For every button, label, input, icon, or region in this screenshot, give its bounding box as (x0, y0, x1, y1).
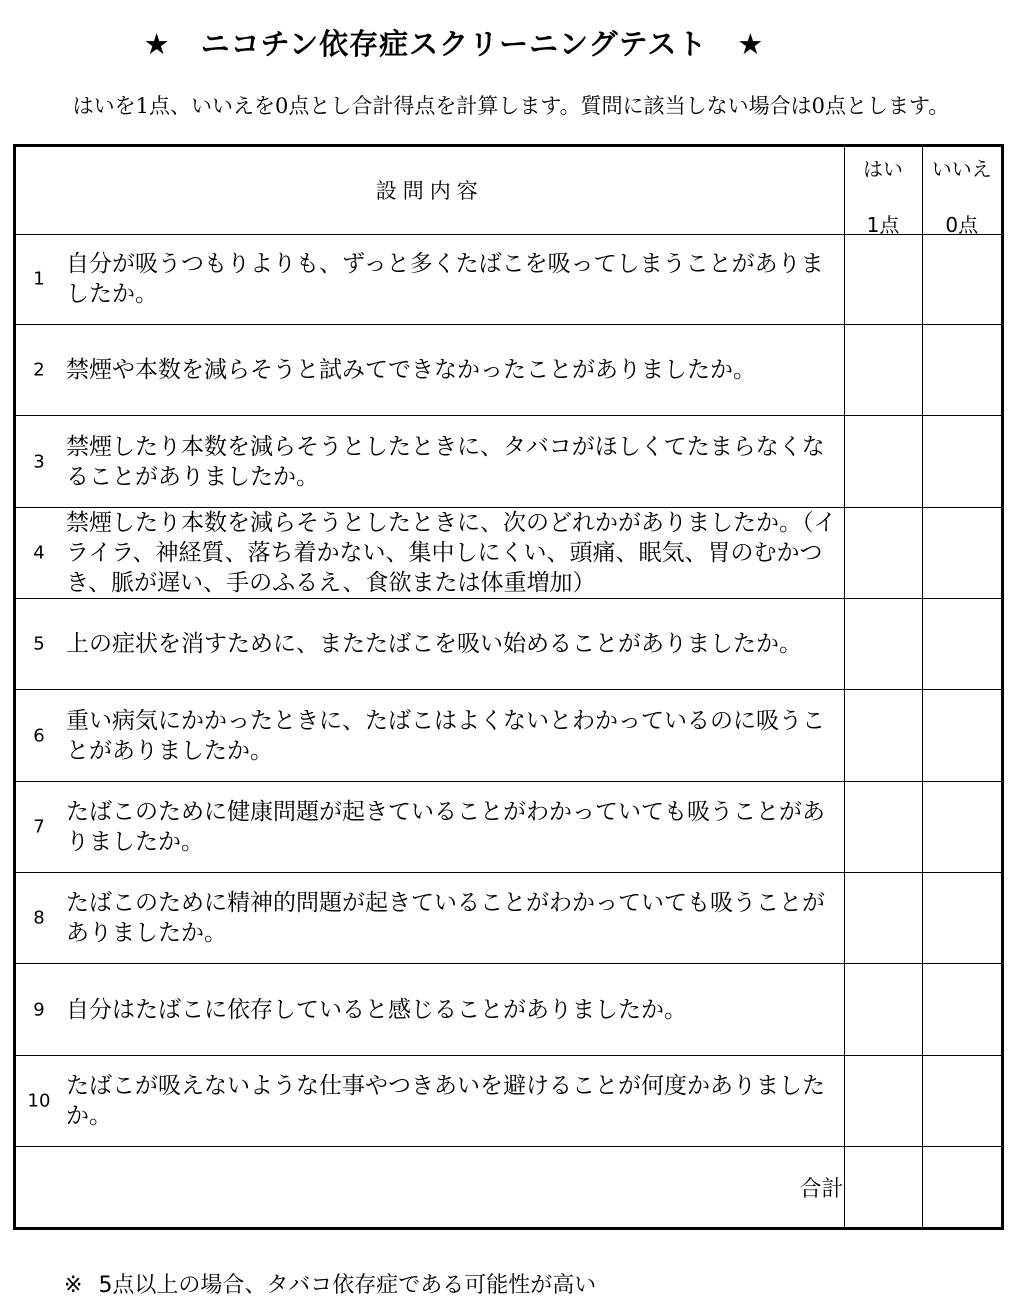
yes-answer-cell[interactable] (844, 781, 922, 872)
no-answer-cell[interactable] (922, 416, 1001, 507)
question-row-5 (16, 599, 1001, 690)
yes-total-cell[interactable] (844, 1147, 922, 1227)
question-number: 9 (33, 999, 45, 1021)
yes-answer-cell[interactable] (844, 507, 922, 598)
question-cell (16, 690, 844, 781)
question-row-4 (16, 507, 1001, 598)
yes-answer-cell[interactable] (844, 873, 922, 964)
yes-column-header (844, 147, 922, 237)
question-number: 2 (33, 359, 45, 381)
question-text: たばこが吸えないような仕事やつきあいを避けることが何度かありましたか。 (66, 1072, 825, 1129)
total-label: 合計 (16, 1147, 844, 1227)
no-answer-cell[interactable] (922, 234, 1001, 324)
note-mark: ※ (64, 1273, 83, 1298)
question-row-2 (16, 325, 1001, 416)
no-answer-cell[interactable] (922, 1055, 1001, 1146)
no-answer-cell[interactable] (922, 325, 1001, 416)
no-label: いいえ (931, 157, 992, 181)
question-column-header: 設問内容 (16, 147, 844, 234)
question-cell (16, 325, 844, 416)
yes-answer-cell[interactable] (844, 1055, 922, 1146)
total-row (16, 1147, 1001, 1227)
page-title: ★ ニコチン依存症スクリーニングテスト ★ (143, 27, 765, 61)
no-total-cell[interactable] (922, 1147, 1001, 1227)
no-answer-cell[interactable] (922, 964, 1001, 1055)
scoring-instructions: はいを1点、いいえを0点とし合計得点を計算します。質問に該当しない場合は0点とします。 (72, 94, 950, 118)
footnote-text: 5点以上の場合、タバコ依存症である可能性が高い (98, 1273, 597, 1298)
yes-answer-cell[interactable] (844, 325, 922, 416)
yes-answer-cell[interactable] (844, 416, 922, 507)
question-cell (16, 873, 844, 964)
question-cell (16, 599, 844, 690)
question-text: たばこのために精神的問題が起きていることがわかっていても吸うことがありましたか。 (66, 890, 825, 947)
question-text: 自分はたばこに依存していると感じることがありましたか。 (66, 996, 687, 1023)
question-cell (16, 507, 844, 598)
question-number: 6 (33, 725, 45, 747)
question-text: 重い病気にかかったときに、たばこはよくないとわかっているのに吸うことがありましたか。 (66, 707, 825, 764)
yes-answer-cell[interactable] (844, 964, 922, 1055)
question-cell (16, 234, 844, 324)
yes-points: 1点 (866, 213, 900, 237)
question-cell (16, 781, 844, 872)
header-row (16, 147, 1001, 234)
question-cell (16, 964, 844, 1055)
question-number: 8 (33, 907, 45, 929)
question-text: 自分が吸うつもりよりも、ずっと多くたばこを吸ってしまうことがありましたか。 (66, 251, 824, 308)
question-text: 上の症状を消すために、またたばこを吸い始めることがありましたか。 (66, 631, 802, 658)
yes-answer-cell[interactable] (844, 599, 922, 690)
question-row-8 (16, 873, 1001, 964)
question-row-6 (16, 690, 1001, 781)
question-row-10 (16, 1055, 1001, 1146)
question-text: たばこのために健康問題が起きていることがわかっていても吸うことがありましたか。 (66, 798, 825, 855)
yes-label: はい (863, 157, 903, 181)
question-number: 7 (33, 816, 45, 838)
no-answer-cell[interactable] (922, 690, 1001, 781)
question-text: 禁煙したり本数を減らそうとしたときに、次のどれかがありましたか。（イライラ、神経質、落ち着かない、集中しにくい、頭痛、眠気、胃のむかつき、脈が遅い、手のふるえ、食欲または体重増加） (66, 509, 837, 596)
question-number: 1 (33, 268, 45, 290)
question-row-1 (16, 234, 1001, 324)
yes-answer-cell[interactable] (844, 234, 922, 324)
no-answer-cell[interactable] (922, 781, 1001, 872)
screening-table (16, 147, 1001, 1227)
question-cell (16, 1055, 844, 1146)
question-cell (16, 416, 844, 507)
question-number: 5 (33, 633, 45, 655)
no-answer-cell[interactable] (922, 507, 1001, 598)
footnote (64, 1268, 596, 1299)
question-text: 禁煙したり本数を減らそうとしたときに、タバコがほしくてたまらなくなることがありましたか。 (66, 433, 825, 490)
no-column-header (922, 147, 1001, 237)
question-number: 4 (33, 542, 45, 564)
no-points: 0点 (945, 213, 979, 237)
question-number: 3 (33, 451, 45, 473)
question-row-9 (16, 964, 1001, 1055)
question-row-7 (16, 781, 1001, 872)
question-number: 10 (27, 1090, 51, 1112)
question-row-3 (16, 416, 1001, 507)
question-text: 禁煙や本数を減らそうと試みてできなかったことがありましたか。 (66, 357, 756, 384)
no-answer-cell[interactable] (922, 599, 1001, 690)
yes-answer-cell[interactable] (844, 690, 922, 781)
no-answer-cell[interactable] (922, 873, 1001, 964)
